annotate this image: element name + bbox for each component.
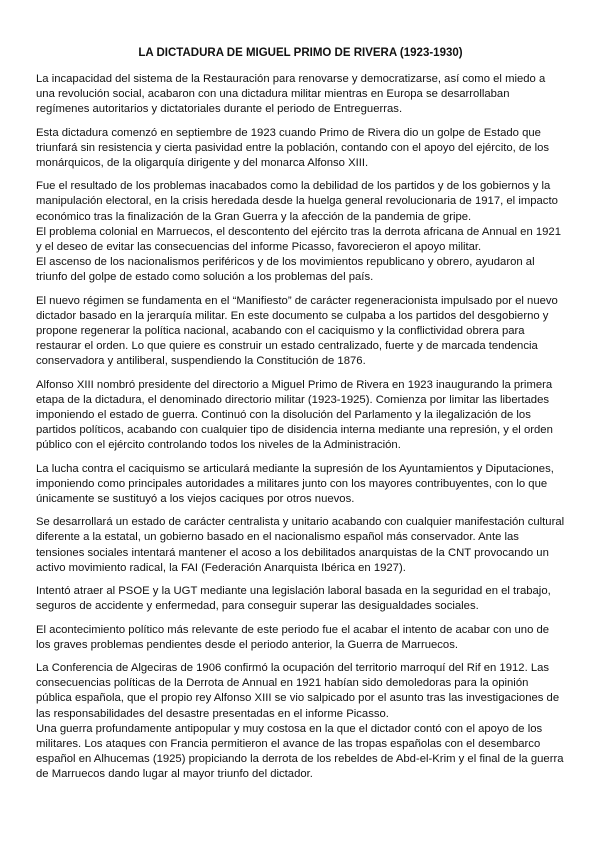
- paragraph-introduction: La incapacidad del sistema de la Restauración para renovarse y democratizarse, así como el miedo a una revolución social, acabaron con una dictadura militar mientras en Europa se desarrollaban regímenes autoritarios y dictatoriales durante el periodo de Entreguerras.: [36, 73, 546, 116]
- paragraph-causes-political: Fue el resultado de los problemas inacabados como la debilidad de los partidos y de los gobiernos y la manipulación electoral, en la crisis heredada desde la huelga general revolucionaria de 1917, el impacto económico tras la finalización de la Gran Guerra y la afección de la pandemia de gripe.: [36, 180, 558, 223]
- paragraph-alhucemas: Una guerra profundamente antipopular y muy costosa en la que el dictador contó con el apoyo de los militares. Los ataques con Francia permitieron el avance de las tropas españolas con el desembarco español en Alhucemas (1925) propiciando la derrota de los rebeldes de Abd-el-Krim y el final de la guerra de Marruecos dando lugar al mayor triunfo del dictador.: [36, 722, 564, 781]
- paragraph-algeciras: La Conferencia de Algeciras de 1906 confirmó la ocupación del territorio marroquí del Rif en 1912. Las consecuencias políticas de la Derrota de Annual en 1921 habían sido demoledoras para la opinión pública española, que el propio rey Alfonso XIII se vio salpicado por el asunto tras las investigaciones de las responsabilidades del desastre presentadas en el informe Picasso.: [36, 661, 560, 720]
- paragraph-causes-nationalism: El ascenso de los nacionalismos periféricos y de los movimientos republicano y obrero, ayudaron al triunfo del golpe de estado como solución a los problemas del país.: [36, 256, 535, 284]
- paragraph-psoe-ugt: Intentó atraer al PSOE y la UGT mediante una legislación laboral basada en la seguridad en el trabajo, seguros de accidente y enfermedad, para conseguir superar las desigualdades sociales.: [36, 585, 551, 613]
- paragraph-coup: Esta dictadura comenzó en septiembre de 1923 cuando Primo de Rivera dio un golpe de Estado que triunfará sin resistencia y cierta pasividad entre la población, contando con el apoyo del ejército, de los monárquicos, de la oligarquía dirigente y del monarca Alfonso XIII.: [36, 126, 550, 170]
- paragraph-directorio-militar: Alfonso XIII nombró presidente del directorio a Miguel Primo de Rivera en 1923 inaugurando la primera etapa de la dictadura, el denominado directorio militar (1923-1925). Comienza por limitar las libertades imponiendo el estado de guerra. Continuó con la disolución del Parlamento y la ilegalización de los partidos políticos, acabando con cualquier tipo de disidencia interna mediante una represión, y el orden público con el ejército controlando todos los niveles de la Administración.: [36, 378, 553, 452]
- paragraph-caciquismo: La lucha contra el caciquismo se articulará mediante la supresión de los Ayuntamientos y Diputaciones, imponiendo como principales autoridades a militares junto con los mayores contribuyentes, con lo que únicamente se sustituyó a los viejos caciques por otros nuevos.: [36, 462, 554, 506]
- document-title: LA DICTADURA DE MIGUEL PRIMO DE RIVERA (1923-1930): [138, 47, 463, 59]
- paragraph-guerra-marruecos: El acontecimiento político más relevante de este periodo fue el acabar el intento de acabar con uno de los graves problemas pendientes desde el periodo anterior, la Guerra de Marruecos.: [36, 623, 550, 651]
- paragraph-manifiesto: El nuevo régimen se fundamenta en el “Manifiesto” de carácter regeneracionista impulsado por el nuevo dictador basado en la jerarquía militar. En este documento se culpaba a los partidos del desgobierno y propone regenerar la política nacional, acabando con el caciquismo y la conflictividad obrera para restaurar el orden. Lo que quiere es construir un estado centralizado, fuerte y de marcada tendencia conservadora y antiliberal, suspendiendo la Constitución de 1876.: [36, 294, 558, 368]
- paragraph-estado-centralista: Se desarrollará un estado de carácter centralista y unitario acabando con cualquier manifestación cultural diferente a la estatal, un gobierno basado en el nacionalismo español más conservador. Ante las tensiones sociales intentará mantener el acoso a los debilitados anarquistas de la CNT provocando un activo movimiento radical, la FAI (Federación Anarquista Ibérica en 1927).: [36, 516, 565, 574]
- paragraph-causes-colonial: El problema colonial en Marruecos, el descontento del ejército tras la derrota africana de Annual en 1921 y el deseo de evitar las consecuencias del informe Picasso, favorecieron el apoyo militar.: [36, 225, 561, 254]
